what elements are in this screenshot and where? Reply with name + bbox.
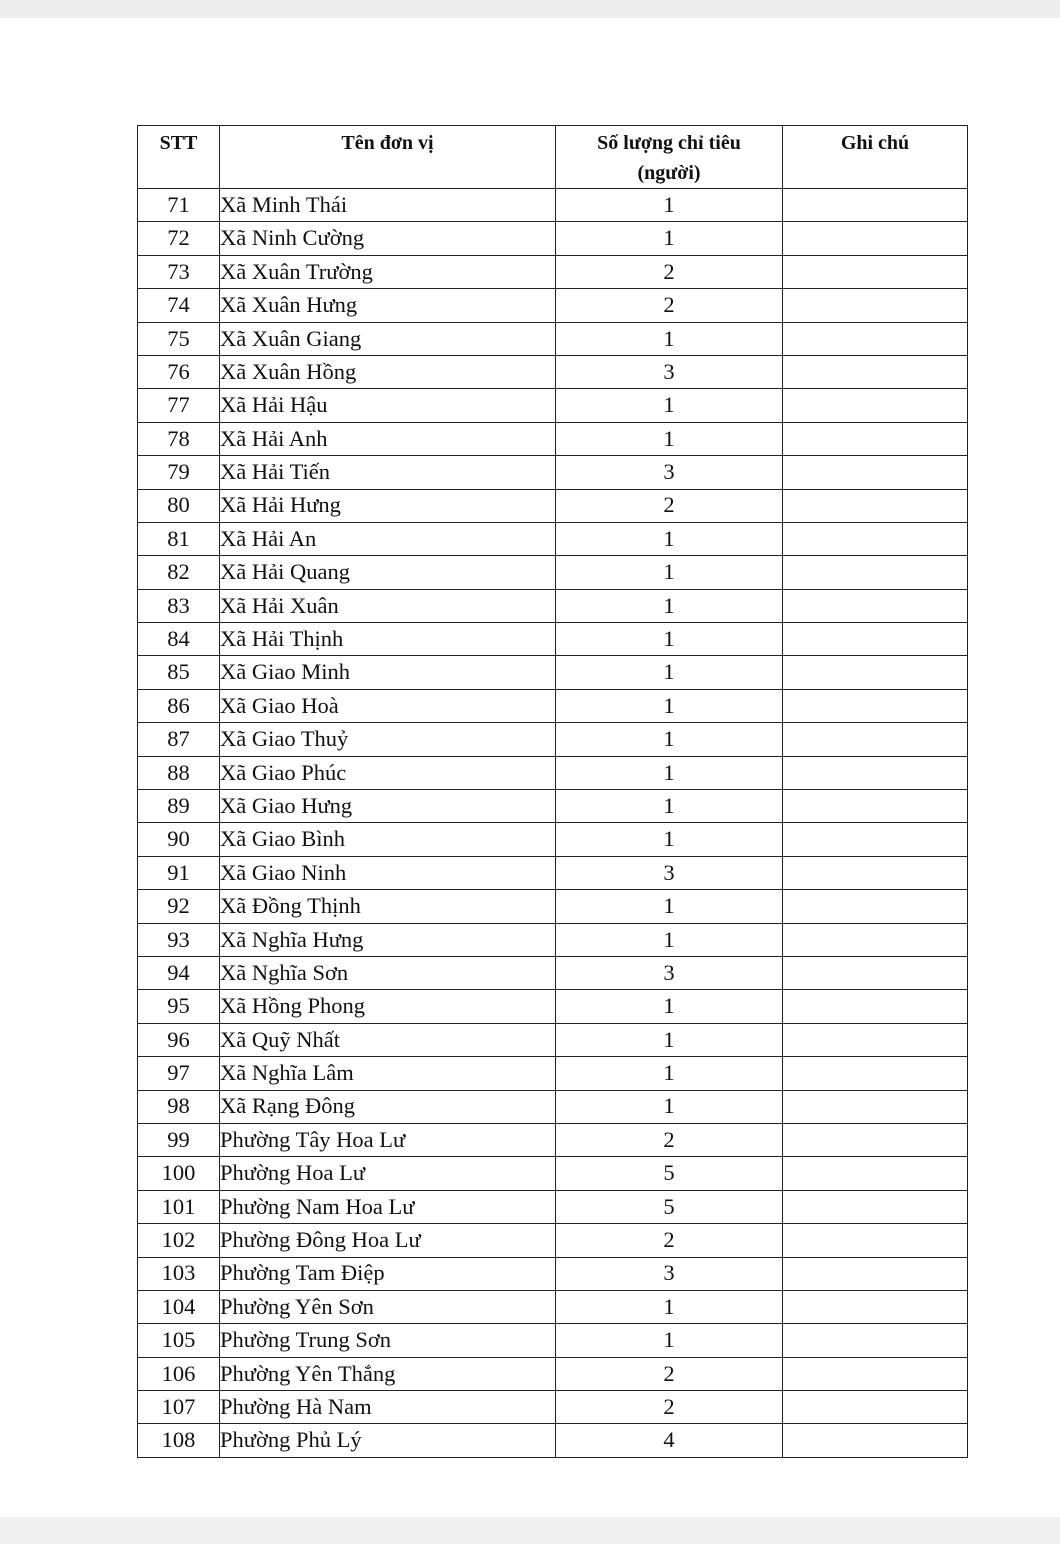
row-note-cell xyxy=(783,790,968,823)
row-quantity-cell: 1 xyxy=(556,623,783,656)
row-quantity-cell: 1 xyxy=(556,1090,783,1123)
row-quantity-cell: 1 xyxy=(556,522,783,555)
row-note-cell xyxy=(783,756,968,789)
row-note-cell xyxy=(783,1391,968,1424)
row-quantity-cell: 3 xyxy=(556,856,783,889)
table-row xyxy=(138,1123,968,1156)
table-row xyxy=(138,189,968,222)
row-note-cell xyxy=(783,322,968,355)
row-stt-cell: 81 xyxy=(138,522,220,555)
row-unit-name-cell: Xã Hải Hậu xyxy=(220,389,556,422)
bottom-margin-band xyxy=(0,1517,1060,1544)
row-unit-name-cell: Xã Hải An xyxy=(220,522,556,555)
row-unit-name-cell: Xã Nghĩa Sơn xyxy=(220,956,556,989)
row-note-cell xyxy=(783,856,968,889)
row-note-cell xyxy=(783,1190,968,1223)
row-note-cell xyxy=(783,589,968,622)
row-quantity-cell: 1 xyxy=(556,656,783,689)
row-note-cell xyxy=(783,1257,968,1290)
row-stt-cell: 106 xyxy=(138,1357,220,1390)
row-note-cell xyxy=(783,723,968,756)
row-quantity-cell: 1 xyxy=(556,890,783,923)
row-unit-name-cell: Xã Giao Phúc xyxy=(220,756,556,789)
table-row xyxy=(138,1224,968,1257)
row-stt-cell: 87 xyxy=(138,723,220,756)
row-unit-name-cell: Xã Xuân Giang xyxy=(220,322,556,355)
row-unit-name-cell: Phường Phủ Lý xyxy=(220,1424,556,1457)
row-quantity-cell: 2 xyxy=(556,1357,783,1390)
header-stt: STT xyxy=(138,126,220,189)
row-unit-name-cell: Xã Giao Thuỷ xyxy=(220,723,556,756)
row-stt-cell: 72 xyxy=(138,222,220,255)
row-quantity-cell: 3 xyxy=(556,1257,783,1290)
header-quantity-line1: Số lượng chỉ tiêu xyxy=(597,132,741,154)
table-row xyxy=(138,890,968,923)
table-row xyxy=(138,322,968,355)
row-stt-cell: 76 xyxy=(138,355,220,388)
row-stt-cell: 74 xyxy=(138,289,220,322)
row-quantity-cell: 1 xyxy=(556,990,783,1023)
header-unit-name: Tên đơn vị xyxy=(220,126,556,189)
row-unit-name-cell: Phường Yên Sơn xyxy=(220,1290,556,1323)
row-unit-name-cell: Xã Hồng Phong xyxy=(220,990,556,1023)
row-unit-name-cell: Xã Giao Minh xyxy=(220,656,556,689)
row-note-cell xyxy=(783,1023,968,1056)
row-quantity-cell: 1 xyxy=(556,1057,783,1090)
row-unit-name-cell: Xã Giao Hưng xyxy=(220,790,556,823)
table-row xyxy=(138,723,968,756)
row-stt-cell: 82 xyxy=(138,556,220,589)
row-note-cell xyxy=(783,489,968,522)
row-quantity-cell: 2 xyxy=(556,1123,783,1156)
table-row xyxy=(138,823,968,856)
row-stt-cell: 86 xyxy=(138,689,220,722)
row-unit-name-cell: Phường Nam Hoa Lư xyxy=(220,1190,556,1223)
row-unit-name-cell: Xã Hải Quang xyxy=(220,556,556,589)
table-row xyxy=(138,355,968,388)
row-unit-name-cell: Phường Tây Hoa Lư xyxy=(220,1123,556,1156)
row-quantity-cell: 1 xyxy=(556,589,783,622)
row-note-cell xyxy=(783,1123,968,1156)
table-row xyxy=(138,1391,968,1424)
row-quantity-cell: 1 xyxy=(556,723,783,756)
row-unit-name-cell: Xã Hải Thịnh xyxy=(220,623,556,656)
row-quantity-cell: 2 xyxy=(556,289,783,322)
row-stt-cell: 75 xyxy=(138,322,220,355)
row-unit-name-cell: Xã Hải Tiến xyxy=(220,456,556,489)
table-row xyxy=(138,1190,968,1223)
row-quantity-cell: 1 xyxy=(556,222,783,255)
row-quantity-cell: 4 xyxy=(556,1424,783,1457)
row-stt-cell: 77 xyxy=(138,389,220,422)
table-row xyxy=(138,1090,968,1123)
row-quantity-cell: 2 xyxy=(556,1391,783,1424)
row-quantity-cell: 1 xyxy=(556,756,783,789)
table-row xyxy=(138,289,968,322)
row-quantity-cell: 2 xyxy=(556,255,783,288)
row-quantity-cell: 3 xyxy=(556,355,783,388)
table-row xyxy=(138,689,968,722)
table-row xyxy=(138,956,968,989)
row-unit-name-cell: Xã Xuân Hưng xyxy=(220,289,556,322)
quota-table xyxy=(137,125,968,1458)
row-quantity-cell: 5 xyxy=(556,1157,783,1190)
row-stt-cell: 107 xyxy=(138,1391,220,1424)
row-unit-name-cell: Xã Hải Xuân xyxy=(220,589,556,622)
row-quantity-cell: 1 xyxy=(556,689,783,722)
row-unit-name-cell: Xã Đồng Thịnh xyxy=(220,890,556,923)
table-row xyxy=(138,489,968,522)
row-note-cell xyxy=(783,522,968,555)
row-quantity-cell: 3 xyxy=(556,456,783,489)
row-quantity-cell: 3 xyxy=(556,956,783,989)
row-note-cell xyxy=(783,289,968,322)
row-note-cell xyxy=(783,923,968,956)
row-stt-cell: 105 xyxy=(138,1324,220,1357)
document-page xyxy=(0,18,1060,1517)
row-unit-name-cell: Phường Yên Thắng xyxy=(220,1357,556,1390)
row-stt-cell: 95 xyxy=(138,990,220,1023)
table-row xyxy=(138,856,968,889)
row-stt-cell: 78 xyxy=(138,422,220,455)
row-quantity-cell: 1 xyxy=(556,189,783,222)
row-unit-name-cell: Xã Quỹ Nhất xyxy=(220,1023,556,1056)
row-quantity-cell: 1 xyxy=(556,322,783,355)
row-stt-cell: 91 xyxy=(138,856,220,889)
row-stt-cell: 73 xyxy=(138,255,220,288)
row-stt-cell: 102 xyxy=(138,1224,220,1257)
row-stt-cell: 71 xyxy=(138,189,220,222)
row-note-cell xyxy=(783,189,968,222)
row-note-cell xyxy=(783,656,968,689)
row-note-cell xyxy=(783,456,968,489)
table-row xyxy=(138,990,968,1023)
row-quantity-cell: 1 xyxy=(556,389,783,422)
row-unit-name-cell: Xã Hải Hưng xyxy=(220,489,556,522)
row-stt-cell: 98 xyxy=(138,1090,220,1123)
table-row xyxy=(138,456,968,489)
table-row xyxy=(138,623,968,656)
row-unit-name-cell: Phường Hà Nam xyxy=(220,1391,556,1424)
row-note-cell xyxy=(783,956,968,989)
table-row xyxy=(138,790,968,823)
table-row xyxy=(138,556,968,589)
row-note-cell xyxy=(783,689,968,722)
table-row xyxy=(138,389,968,422)
table-row xyxy=(138,222,968,255)
row-stt-cell: 84 xyxy=(138,623,220,656)
row-stt-cell: 99 xyxy=(138,1123,220,1156)
row-note-cell xyxy=(783,1424,968,1457)
table-row xyxy=(138,522,968,555)
row-note-cell xyxy=(783,990,968,1023)
row-note-cell xyxy=(783,823,968,856)
row-unit-name-cell: Xã Nghĩa Lâm xyxy=(220,1057,556,1090)
row-note-cell xyxy=(783,355,968,388)
row-unit-name-cell: Xã Nghĩa Hưng xyxy=(220,923,556,956)
table-row xyxy=(138,1057,968,1090)
row-note-cell xyxy=(783,1157,968,1190)
table-row xyxy=(138,422,968,455)
row-quantity-cell: 1 xyxy=(556,1324,783,1357)
row-note-cell xyxy=(783,1057,968,1090)
table-row xyxy=(138,1023,968,1056)
table-row xyxy=(138,255,968,288)
row-stt-cell: 97 xyxy=(138,1057,220,1090)
row-stt-cell: 94 xyxy=(138,956,220,989)
row-unit-name-cell: Phường Tam Điệp xyxy=(220,1257,556,1290)
row-note-cell xyxy=(783,422,968,455)
row-unit-name-cell: Phường Đông Hoa Lư xyxy=(220,1224,556,1257)
row-stt-cell: 85 xyxy=(138,656,220,689)
table-row xyxy=(138,589,968,622)
table-row xyxy=(138,656,968,689)
row-stt-cell: 101 xyxy=(138,1190,220,1223)
table-header-row xyxy=(138,126,968,189)
table-row xyxy=(138,756,968,789)
row-note-cell xyxy=(783,623,968,656)
row-quantity-cell: 1 xyxy=(556,422,783,455)
row-stt-cell: 93 xyxy=(138,923,220,956)
top-margin-band xyxy=(0,0,1060,18)
row-stt-cell: 80 xyxy=(138,489,220,522)
table-row xyxy=(138,1290,968,1323)
row-note-cell xyxy=(783,1290,968,1323)
table-row xyxy=(138,923,968,956)
table-body xyxy=(138,189,968,1458)
row-note-cell xyxy=(783,389,968,422)
header-note: Ghi chú xyxy=(783,126,968,189)
row-stt-cell: 103 xyxy=(138,1257,220,1290)
row-quantity-cell: 2 xyxy=(556,1224,783,1257)
table-row xyxy=(138,1157,968,1190)
header-quantity-line2: (người) xyxy=(637,162,701,184)
row-unit-name-cell: Xã Rạng Đông xyxy=(220,1090,556,1123)
row-stt-cell: 96 xyxy=(138,1023,220,1056)
row-note-cell xyxy=(783,890,968,923)
row-quantity-cell: 1 xyxy=(556,1023,783,1056)
row-unit-name-cell: Xã Xuân Hồng xyxy=(220,355,556,388)
row-note-cell xyxy=(783,1324,968,1357)
row-unit-name-cell: Xã Xuân Trường xyxy=(220,255,556,288)
row-quantity-cell: 1 xyxy=(556,1290,783,1323)
row-unit-name-cell: Xã Minh Thái xyxy=(220,189,556,222)
row-note-cell xyxy=(783,1224,968,1257)
row-unit-name-cell: Xã Ninh Cường xyxy=(220,222,556,255)
row-note-cell xyxy=(783,1090,968,1123)
row-stt-cell: 89 xyxy=(138,790,220,823)
row-stt-cell: 79 xyxy=(138,456,220,489)
row-unit-name-cell: Xã Giao Bình xyxy=(220,823,556,856)
row-quantity-cell: 1 xyxy=(556,823,783,856)
row-note-cell xyxy=(783,255,968,288)
row-quantity-cell: 1 xyxy=(556,790,783,823)
row-unit-name-cell: Xã Hải Anh xyxy=(220,422,556,455)
row-stt-cell: 83 xyxy=(138,589,220,622)
row-note-cell xyxy=(783,222,968,255)
row-note-cell xyxy=(783,1357,968,1390)
table-row xyxy=(138,1357,968,1390)
row-note-cell xyxy=(783,556,968,589)
row-stt-cell: 88 xyxy=(138,756,220,789)
table-row xyxy=(138,1324,968,1357)
row-stt-cell: 108 xyxy=(138,1424,220,1457)
row-unit-name-cell: Xã Giao Hoà xyxy=(220,689,556,722)
row-stt-cell: 100 xyxy=(138,1157,220,1190)
row-stt-cell: 90 xyxy=(138,823,220,856)
row-unit-name-cell: Phường Trung Sơn xyxy=(220,1324,556,1357)
row-unit-name-cell: Xã Giao Ninh xyxy=(220,856,556,889)
row-stt-cell: 92 xyxy=(138,890,220,923)
row-unit-name-cell: Phường Hoa Lư xyxy=(220,1157,556,1190)
table-row xyxy=(138,1424,968,1457)
row-quantity-cell: 1 xyxy=(556,923,783,956)
row-quantity-cell: 1 xyxy=(556,556,783,589)
row-quantity-cell: 5 xyxy=(556,1190,783,1223)
row-stt-cell: 104 xyxy=(138,1290,220,1323)
row-quantity-cell: 2 xyxy=(556,489,783,522)
header-quantity xyxy=(556,126,783,189)
table-row xyxy=(138,1257,968,1290)
